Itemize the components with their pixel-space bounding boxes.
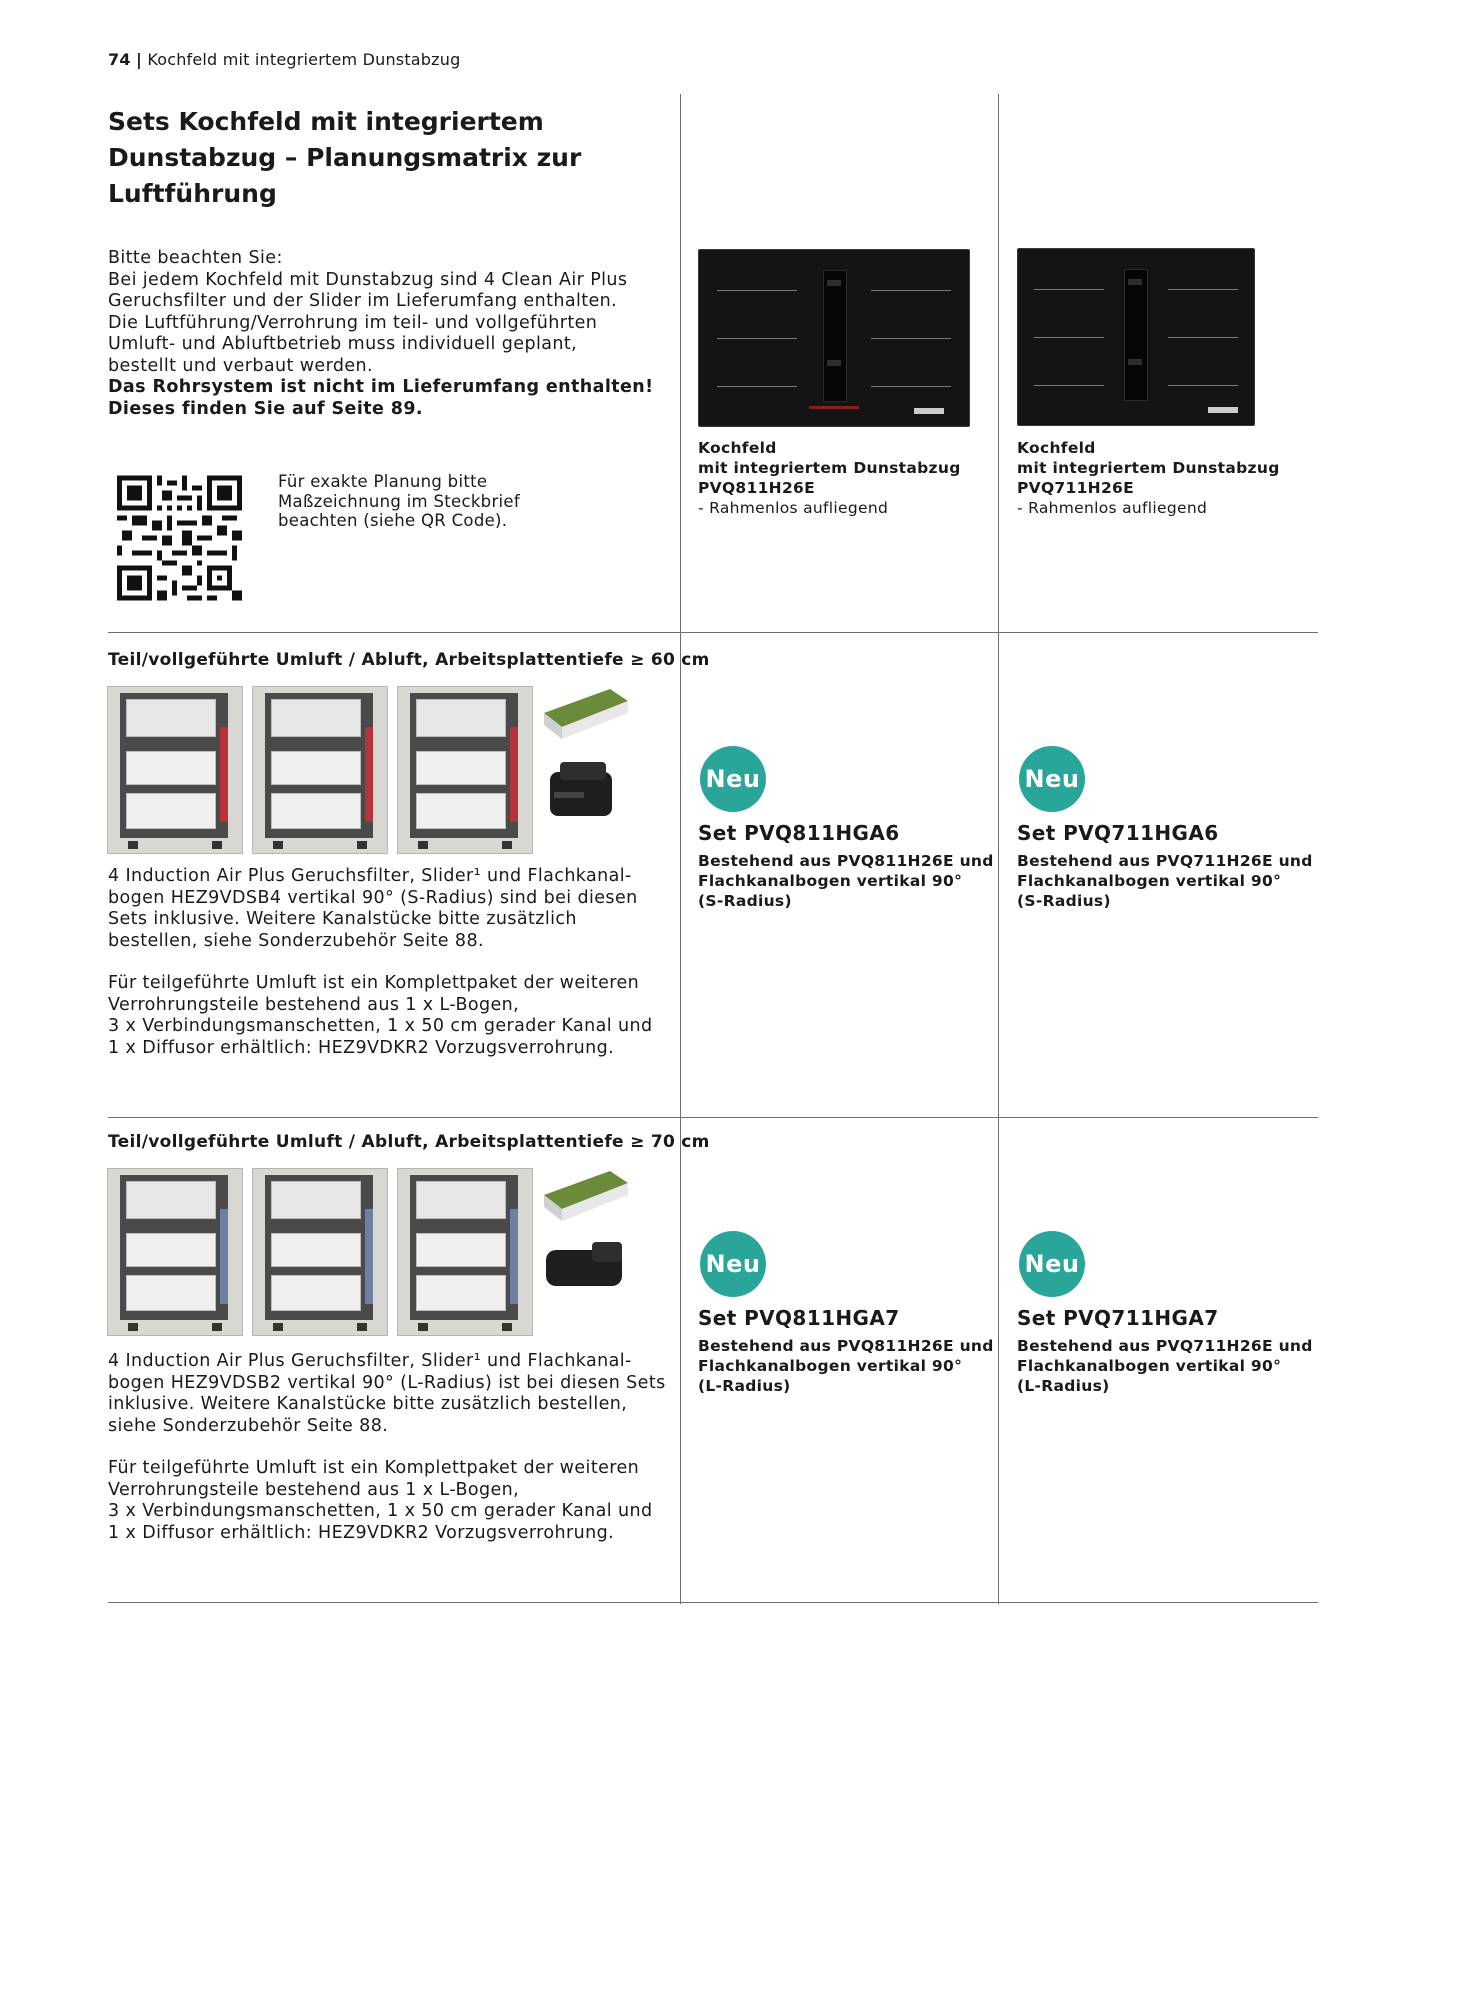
- cabinet-image: [397, 1168, 533, 1336]
- product-type: Kochfeld: [1017, 439, 1096, 457]
- cabinet-image: [252, 686, 388, 854]
- set-description: [698, 851, 998, 911]
- product-type: Kochfeld: [698, 439, 777, 457]
- product-feature: - Rahmenlos aufliegend: [698, 499, 889, 517]
- set-desc-line: Flachkanalbogen vertikal 90°: [698, 872, 963, 890]
- product-info-pvq811: [698, 438, 988, 518]
- text-line: bogen HEZ9VDSB4 vertikal 90° (S-Radius) sind bei diesen: [108, 887, 638, 908]
- text-line: bogen HEZ9VDSB2 vertikal 90° (L-Radius) ist bei diesen Sets: [108, 1372, 666, 1393]
- header-section: Kochfeld mit integriertem Dunstabzug: [147, 50, 461, 69]
- set-desc-line: Flachkanalbogen vertikal 90°: [1017, 872, 1282, 890]
- qr-code[interactable]: [117, 475, 242, 601]
- page-header: [108, 50, 460, 69]
- set-description: [1017, 851, 1317, 911]
- product-feature: - Rahmenlos aufliegend: [1017, 499, 1208, 517]
- text-line: 1 x Diffusor erhältlich: HEZ9VDKR2 Vorzugsverrohrung.: [108, 1037, 615, 1058]
- set-description: [1017, 1336, 1317, 1396]
- text-line: 4 Induction Air Plus Geruchsfilter, Slider¹ und Flachkanal-: [108, 866, 632, 886]
- set-desc-line: Bestehend aus PVQ711H26E und: [1017, 852, 1313, 870]
- set-desc-line: (S-Radius): [698, 892, 792, 910]
- row-divider-1: [108, 632, 1318, 633]
- set-name: Set PVQ811HGA7: [698, 1306, 900, 1330]
- intro-text: [108, 248, 678, 420]
- new-badge: Neu: [700, 746, 766, 812]
- section-60cm-paragraph-2: [108, 973, 673, 1059]
- intro-line: Umluft- und Abluftbetrieb muss individuell geplant,: [108, 334, 578, 354]
- qr-note-line: Für exakte Planung bitte: [278, 472, 488, 491]
- cabinet-image: [397, 686, 533, 854]
- duct-bend-image: [540, 1238, 630, 1298]
- set-name: Set PVQ711HGA7: [1017, 1306, 1219, 1330]
- text-line: inklusive. Weitere Kanalstücke bitte zusätzlich bestellen,: [108, 1394, 628, 1414]
- intro-bold-line: Dieses finden Sie auf Seite 89.: [108, 398, 423, 419]
- column-divider-2: [998, 94, 999, 1604]
- text-line: Für teilgeführte Umluft ist ein Komplettpaket der weiteren: [108, 973, 640, 993]
- filter-image: [540, 1165, 630, 1225]
- text-line: 3 x Verbindungsmanschetten, 1 x 50 cm gerader Kanal und: [108, 1501, 653, 1521]
- duct-bend-image: [540, 758, 630, 828]
- set-desc-line: Bestehend aus PVQ811H26E und: [698, 852, 994, 870]
- product-model: PVQ811H26E: [698, 479, 816, 497]
- header-separator: |: [135, 50, 143, 69]
- product-info-pvq711: [1017, 438, 1307, 518]
- intro-line: Bei jedem Kochfeld mit Dunstabzug sind 4 Clean Air Plus: [108, 269, 628, 290]
- qr-note: [278, 472, 538, 531]
- text-line: Verrohrungsteile bestehend aus 1 x L-Bogen,: [108, 994, 520, 1015]
- text-line: Sets inklusive. Weitere Kanalstücke bitte zusätzlich: [108, 909, 577, 929]
- column-divider-1: [680, 94, 681, 1604]
- set-name: Set PVQ711HGA6: [1017, 821, 1219, 845]
- set-name: Set PVQ811HGA6: [698, 821, 900, 845]
- new-badge: Neu: [1019, 1231, 1085, 1297]
- new-badge: Neu: [700, 1231, 766, 1297]
- set-desc-line: (L-Radius): [1017, 1377, 1110, 1395]
- qr-note-line: Maßzeichnung im Steckbrief: [278, 491, 520, 511]
- qr-note-line: beachten (siehe QR Code).: [278, 511, 508, 530]
- section-60cm-paragraph-1: [108, 866, 673, 952]
- product-model: PVQ711H26E: [1017, 479, 1135, 497]
- section-70cm-paragraph-1: [108, 1351, 673, 1437]
- intro-line: bestellt und verbaut werden.: [108, 355, 373, 376]
- text-line: Für teilgeführte Umluft ist ein Komplettpaket der weiteren: [108, 1458, 640, 1478]
- text-line: 3 x Verbindungsmanschetten, 1 x 50 cm gerader Kanal und: [108, 1016, 653, 1036]
- intro-line: Geruchsfilter und der Slider im Lieferumfang enthalten.: [108, 291, 618, 311]
- cabinet-image: [252, 1168, 388, 1336]
- hob-image-pvq711: [1017, 248, 1255, 426]
- filter-image: [540, 683, 630, 743]
- page-number: 74: [108, 50, 131, 69]
- intro-line: Bitte beachten Sie:: [108, 248, 283, 268]
- new-badge: Neu: [1019, 746, 1085, 812]
- set-desc-line: Bestehend aus PVQ811H26E und: [698, 1337, 994, 1355]
- text-line: 4 Induction Air Plus Geruchsfilter, Slider¹ und Flachkanal-: [108, 1351, 632, 1371]
- set-desc-line: (L-Radius): [698, 1377, 791, 1395]
- product-type-sub: mit integriertem Dunstabzug: [1017, 459, 1280, 477]
- section-70cm-paragraph-2: [108, 1458, 673, 1544]
- row-divider-3: [108, 1602, 1318, 1603]
- cabinet-image: [107, 1168, 243, 1336]
- intro-line: Die Luftführung/Verrohrung im teil- und vollgeführten: [108, 312, 598, 333]
- text-line: 1 x Diffusor erhältlich: HEZ9VDKR2 Vorzugsverrohrung.: [108, 1522, 615, 1543]
- product-type-sub: mit integriertem Dunstabzug: [698, 459, 961, 477]
- set-description: [698, 1336, 998, 1396]
- row-divider-2: [108, 1117, 1318, 1118]
- section-title-70cm: Teil/vollgeführte Umluft / Abluft, Arbeitsplattentiefe ≥ 70 cm: [108, 1132, 710, 1152]
- set-desc-line: Flachkanalbogen vertikal 90°: [1017, 1357, 1282, 1375]
- text-line: siehe Sonderzubehör Seite 88.: [108, 1415, 389, 1436]
- cabinet-image: [107, 686, 243, 854]
- intro-bold-line: Das Rohrsystem ist nicht im Lieferumfang enthalten!: [108, 377, 654, 397]
- set-desc-line: Bestehend aus PVQ711H26E und: [1017, 1337, 1313, 1355]
- section-title-60cm: Teil/vollgeführte Umluft / Abluft, Arbeitsplattentiefe ≥ 60 cm: [108, 650, 710, 670]
- text-line: bestellen, siehe Sonderzubehör Seite 88.: [108, 930, 484, 951]
- set-desc-line: Flachkanalbogen vertikal 90°: [698, 1357, 963, 1375]
- hob-image-pvq811: [698, 249, 970, 427]
- set-desc-line: (S-Radius): [1017, 892, 1111, 910]
- text-line: Verrohrungsteile bestehend aus 1 x L-Bogen,: [108, 1479, 520, 1500]
- page-title: Sets Kochfeld mit integriertem Dunstabzug – Planungsmatrix zur Luftführung: [108, 107, 582, 208]
